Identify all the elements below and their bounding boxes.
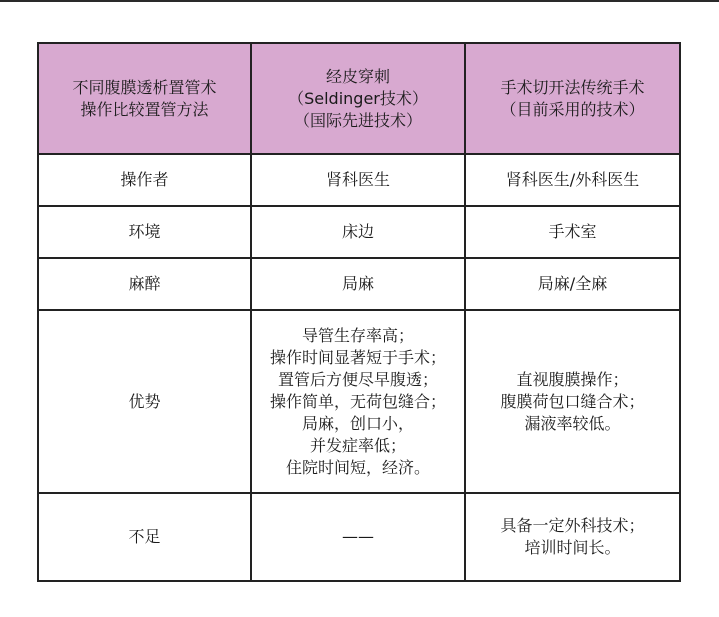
table-row-disadvantages [38,493,680,581]
header-seldinger: 经皮穿刺 （Seldinger技术） （国际先进技术） [251,43,465,154]
seldinger-cell: 局麻 [251,258,465,310]
header-surgical: 手术切开法传统手术 （目前采用的技术） [465,43,680,154]
top-border-line [0,0,719,2]
seldinger-cell: —— [251,493,465,581]
seldinger-cell: 床边 [251,206,465,258]
table-row-advantages [38,310,680,493]
row-label: 优势 [38,310,251,493]
row-label: 环境 [38,206,251,258]
comparison-table [37,42,681,582]
seldinger-cell: 肾科医生 [251,154,465,206]
row-label: 不足 [38,493,251,581]
surgical-cell: 具备一定外科技术； 培训时间长。 [465,493,680,581]
table-row-anesthesia [38,258,680,310]
header-row [38,43,680,154]
row-label: 操作者 [38,154,251,206]
surgical-cell: 局麻/全麻 [465,258,680,310]
surgical-cell: 手术室 [465,206,680,258]
surgical-cell: 肾科医生/外科医生 [465,154,680,206]
header-method-comparison: 不同腹膜透析置管术 操作比较置管方法 [38,43,251,154]
seldinger-cell: 导管生存率高； 操作时间显著短于手术； 置管后方便尽早腹透； 操作简单，无荷包缝合； 局麻，创口小， 并发症率低； 住院时间短，经济。 [251,310,465,493]
row-label: 麻醉 [38,258,251,310]
surgical-cell: 直视腹膜操作； 腹膜荷包口缝合术； 漏液率较低。 [465,310,680,493]
table-row-environment [38,206,680,258]
table-row-operator [38,154,680,206]
